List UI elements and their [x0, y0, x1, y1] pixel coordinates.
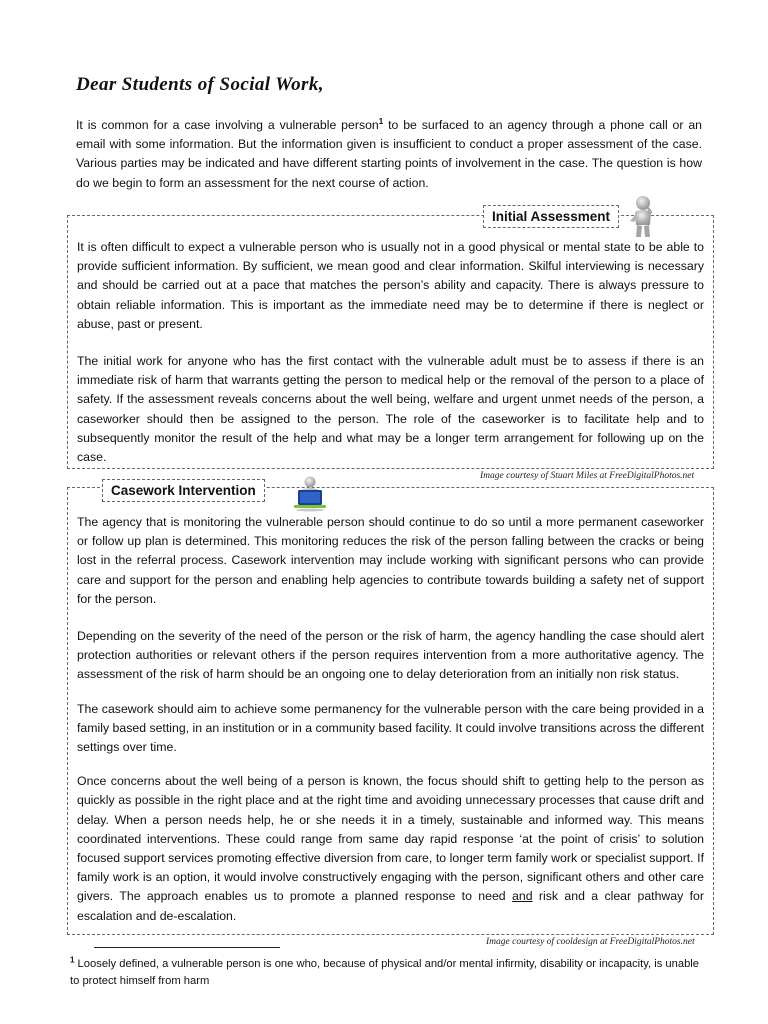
intro-text-end: to be surfaced to an agency through a phone call or an email with some information. But the information given is insufficient to conduct a proper assessment of the case. Various parties may be indicated and have different starting points of involvement in the case. The question is how do we begin to form an assessment for the next course of action. — [76, 118, 703, 190]
initial-assessment-body — [77, 238, 704, 467]
intro-paragraph — [76, 116, 702, 193]
casework-paragraph: The agency that is monitoring the vulnerable person should continue to do so until a more permanent caseworker or follow up plan is determined. This monitoring reduces the risk of the person falling between the cracks or being lost in the referral process. Casework intervention may include working with significant persons who can provide care and support for the person and enabling help agencies to contribute towards building a safety net of support for the person. — [77, 515, 704, 606]
casework-intervention-label: Casework Intervention — [102, 479, 265, 502]
initial-assessment-paragraph: The initial work for anyone who has the first contact with the vulnerable adult must be to assess if there is an immediate risk of harm that warrants getting the person to medical help or the removal of the person to a place of safety. If the assessment reveals concerns about the well being, welfare and urgent unmet needs of the person, a caseworker should then be assigned to the person. The role of the caseworker is to facilitate help and to subsequently monitor the result of the help and what may be a longer term arrangement for following up on the case. — [77, 354, 704, 465]
casework-paragraph — [77, 772, 704, 926]
casework-last-text-end: risk and a clear pathway for escalation and de-escalation. — [77, 889, 704, 923]
thinking-person-icon — [626, 195, 660, 239]
footnote-rule — [94, 947, 280, 948]
casework-intervention-box — [67, 487, 714, 935]
footnote — [70, 956, 710, 990]
image-credit: Image courtesy of Stuart Miles at FreeDigitalPhotos.net — [480, 471, 695, 481]
casework-last-text-start: Once concerns about the well being of a person is known, the focus should shift to getting help to the person as quickly as possible in the right place and at the right time and avoiding unnecessary processes that cause drift and delay. When a person needs help, he or she needs it in a timely, sustainable and informed way. This means coordinated interventions. These could range from same day rapid response ‘at the point of crisis’ to solution focused support services promoting effective diversion from care, to longer term family work or specialist support. If family work is an option, it would involve constructively engaging with the person, significant others and other care givers. The approach enables us to promote a planned response to need — [77, 774, 704, 904]
page-title: Dear Students of Social Work, — [76, 74, 324, 95]
footnote-marker: 1 — [70, 955, 75, 965]
underlined-word: and — [512, 889, 533, 904]
footnote-ref: 1 — [378, 116, 384, 126]
initial-assessment-box — [67, 215, 714, 469]
image-credit: Image courtesy of cooldesign at FreeDigitalPhotos.net — [486, 937, 695, 947]
casework-intervention-body — [77, 513, 704, 926]
initial-assessment-label: Initial Assessment — [483, 205, 619, 228]
casework-paragraph: The casework should aim to achieve some permanency for the vulnerable person with the care being provided in a family based setting, in an institution or in a community based facility. It could involve transitions across the different settings over time. — [77, 701, 704, 755]
footnote-text: Loosely defined, a vulnerable person is one who, because of physical and/or mental infirmity, disability or incapacity, is unable to protect himself from harm — [70, 958, 700, 987]
casework-paragraph: Depending on the severity of the need of the person or the risk of harm, the agency handling the case should alert protection authorities or relevant others if the person requires intervention from a more authoritative agency. The assessment of the risk of harm should be an ongoing one to delay deterioration from an initially non risk status. — [77, 629, 704, 682]
person-at-computer-icon — [288, 476, 332, 512]
intro-text-start: It is common for a case involving a vulnerable person — [76, 118, 379, 132]
initial-assessment-paragraph: It is often difficult to expect a vulnerable person who is usually not in a good physical or mental state to be able to provide sufficient information. By sufficient, we mean good and clear information. Skilful interviewing is necessary and should be carried out at a pace that matches the person’s ability and capacity. There is always pressure to obtain reliable information. This is important as the immediate need may be to determine if there is neglect or abuse, past or present. — [77, 240, 704, 331]
